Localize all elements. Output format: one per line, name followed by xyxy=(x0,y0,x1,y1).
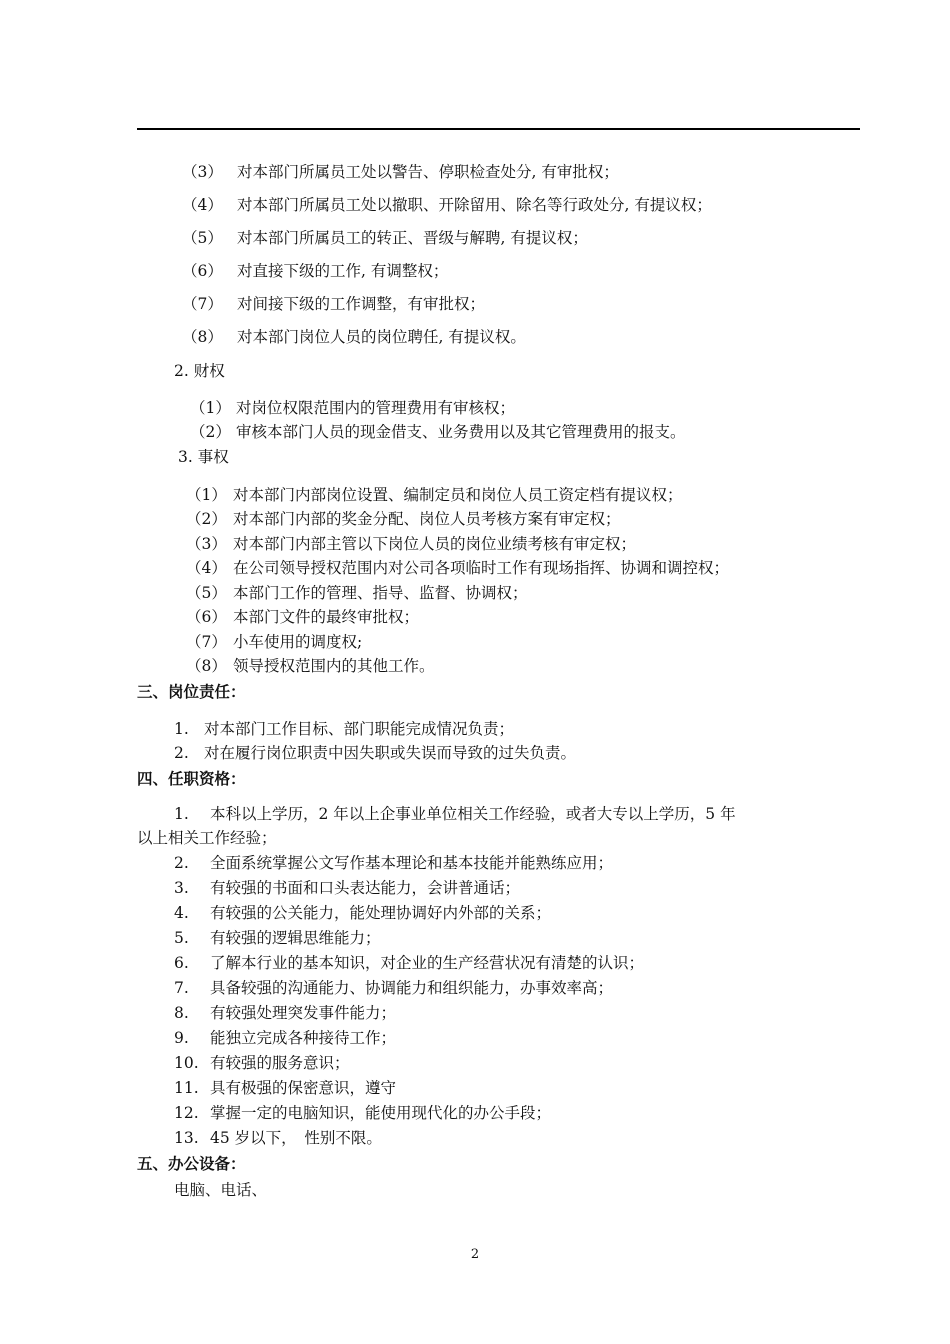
list-item-continuation: 以上相关工作经验； xyxy=(137,829,277,847)
list-item: （5） 对本部门所属员工的转正、晋级与解聘, 有提议权； xyxy=(182,229,588,247)
list-item: （6） 本部门文件的最终审批权； xyxy=(186,608,420,626)
list-item: （8） 领导授权范围内的其他工作。 xyxy=(186,657,435,675)
list-item: 2. 对在履行岗位职责中因失职或失误而导致的过失负责。 xyxy=(174,744,577,762)
page-number: 2 xyxy=(470,1247,480,1262)
list-item: 12. 掌握一定的电脑知识，能使用现代化的办公手段； xyxy=(174,1104,552,1122)
equipment-text: 电脑、电话、 xyxy=(174,1181,268,1199)
list-item: 2. 全面系统掌握公文写作基本理论和基本技能并能熟练应用； xyxy=(174,854,614,872)
list-item: 5. 有较强的逻辑思维能力； xyxy=(174,929,381,947)
list-item: （1） 对岗位权限范围内的管理费用有审核权； xyxy=(190,399,516,417)
list-item: 1. 对本部门工作目标、部门职能完成情况负责； xyxy=(174,720,515,738)
list-item: 9. 能独立完成各种接待工作； xyxy=(174,1029,397,1047)
section-title-equipment: 五、办公设备： xyxy=(137,1155,246,1173)
header-rule xyxy=(137,128,860,130)
list-item: 1. 本科以上学历，2 年以上企事业单位相关工作经验，或者大专以上学历，5 年 xyxy=(174,805,736,823)
list-item: 3. 有较强的书面和口头表达能力，会讲普通话； xyxy=(174,879,521,897)
section-title-qualifications: 四、任职资格： xyxy=(137,770,246,788)
list-item: （8） 对本部门岗位人员的岗位聘任, 有提议权。 xyxy=(182,328,526,346)
list-item: （3） 对本部门内部主管以下岗位人员的岗位业绩考核有审定权； xyxy=(186,535,637,553)
list-item: （1） 对本部门内部岗位设置、编制定员和岗位人员工资定档有提议权； xyxy=(186,486,683,504)
section-title-responsibility: 三、岗位责任： xyxy=(137,683,246,701)
section-heading-affairs: 3. 事权 xyxy=(178,448,229,466)
section-heading-financial: 2. 财权 xyxy=(174,362,225,380)
list-item: （5） 本部门工作的管理、指导、监督、协调权； xyxy=(186,584,528,602)
list-item: （7） 对间接下级的工作调整，有审批权； xyxy=(182,295,486,313)
list-item: （7） 小车使用的调度权; xyxy=(186,633,363,651)
list-item: 4. 有较强的公关能力，能处理协调好内外部的关系； xyxy=(174,904,552,922)
list-item: 8. 有较强处理突发事件能力； xyxy=(174,1004,397,1022)
list-item: 13. 45 岁以下， 性别不限。 xyxy=(174,1129,382,1147)
list-item: （6） 对直接下级的工作, 有调整权； xyxy=(182,262,449,280)
list-item: 11. 具有极强的保密意识，遵守 xyxy=(174,1079,397,1097)
list-item: （4） 在公司领导授权范围内对公司各项临时工作有现场指挥、协调和调控权； xyxy=(186,559,730,577)
list-item: 10. 有较强的服务意识； xyxy=(174,1054,350,1072)
list-item: 6. 了解本行业的基本知识，对企业的生产经营状况有清楚的认识； xyxy=(174,954,645,972)
list-item: （3） 对本部门所属员工处以警告、停职检查处分, 有审批权； xyxy=(182,163,619,181)
list-item: （2） 对本部门内部的奖金分配、岗位人员考核方案有审定权； xyxy=(186,510,621,528)
list-item: 7. 具备较强的沟通能力、协调能力和组织能力，办事效率高； xyxy=(174,979,614,997)
list-item: （2） 审核本部门人员的现金借支、业务费用以及其它管理费用的报支。 xyxy=(190,423,686,441)
list-item: （4） 对本部门所属员工处以撤职、开除留用、除名等行政处分, 有提议权； xyxy=(182,196,712,214)
